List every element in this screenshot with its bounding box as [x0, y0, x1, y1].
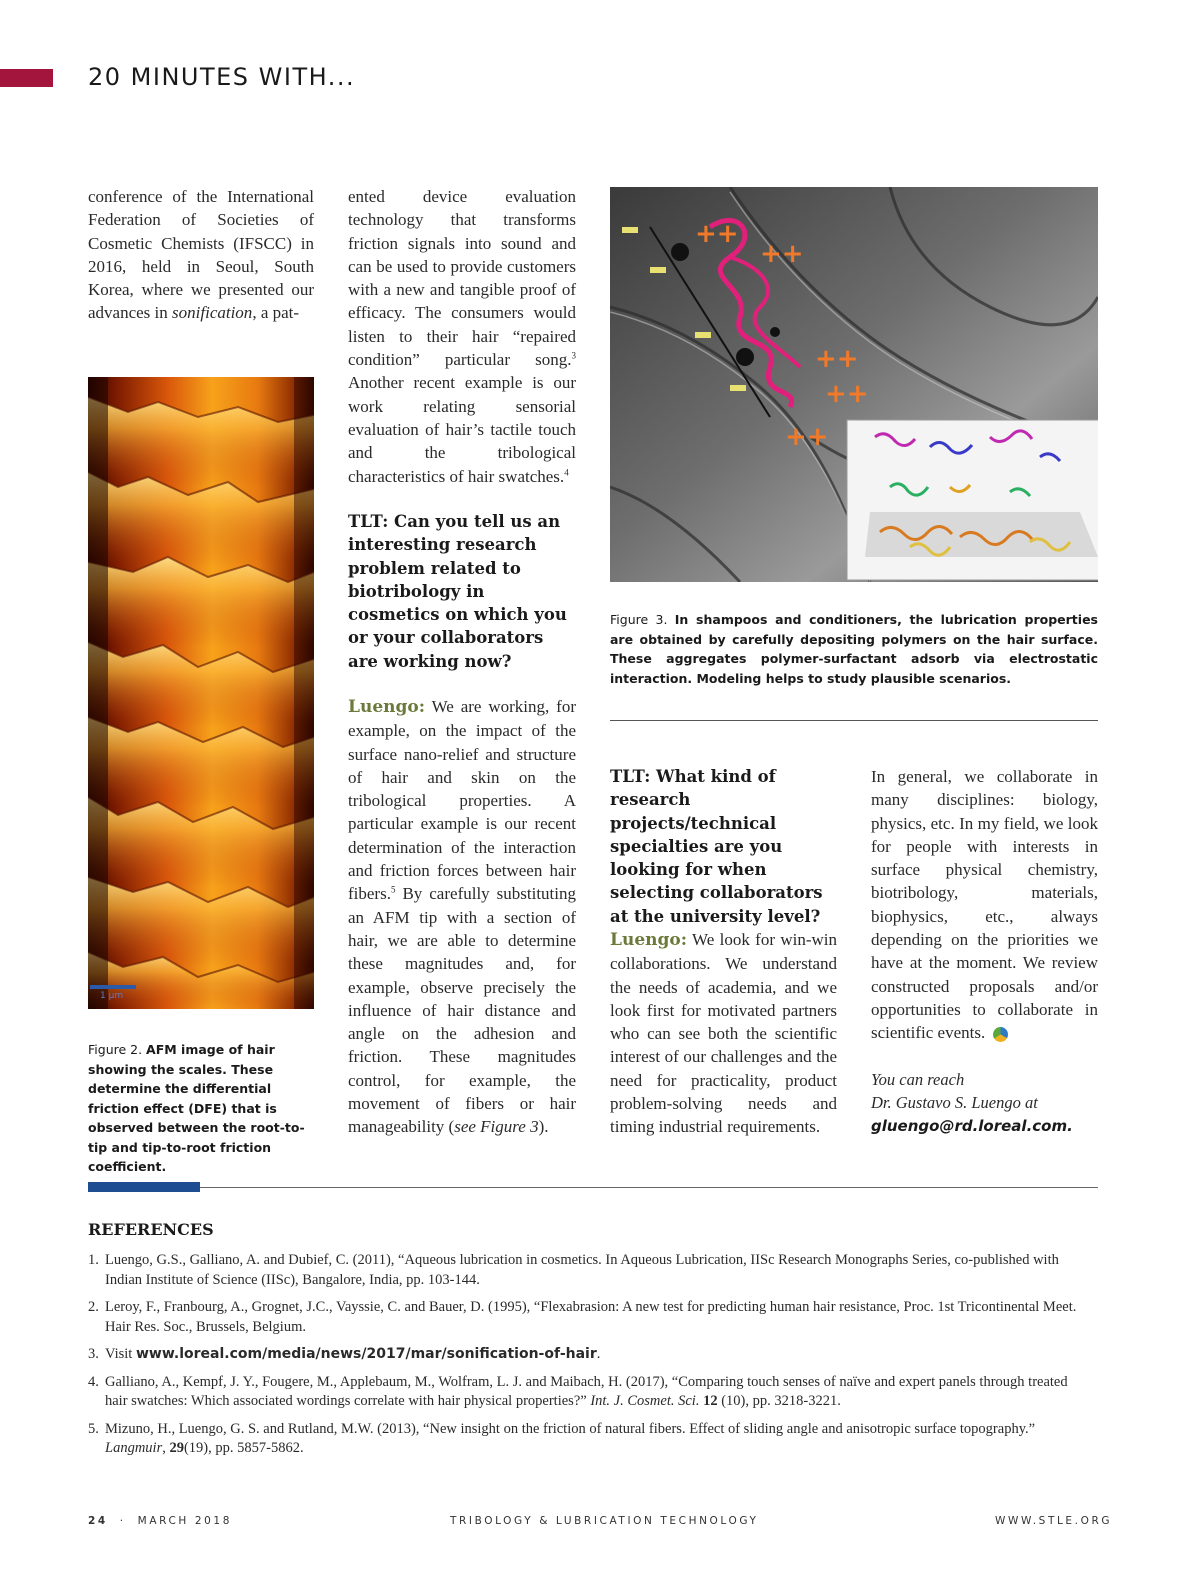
reference-link[interactable]: www.loreal.com/media/news/2017/mar/sonification-of-hair — [135, 1346, 597, 1362]
scale-bar-label: 1 µm — [100, 991, 124, 1001]
contact-email-link[interactable]: gluengo@rd.loreal.com. — [871, 1116, 1073, 1135]
svg-text:++: ++ — [825, 379, 869, 409]
column2-answer: Luengo: We are working, for example, on the impact of the surface nano-relief and structure of hair and skin on the tribological properties. A particular example is our recent determination of the interaction and friction forces between hair fibers.$^5$ By carefully substituting an AFM tip with a section of hair, we are able to determine these magnitudes and, for example, observe precisely the influence of hair distance and angle on the adhesion and friction. These magnitudes control, for example, the movement of fibers or hair manageability (see Figure 3). — [348, 697, 576, 1137]
reference-item: 2. Leroy, F., Franbourg, A., Grognet, J.C., Vayssie, C. and Bauer, D. (1995), “Flexabrasion: A new test for predicting human hair resistance, Proc. 1st Tricontinental Meet. Hair Res. Soc., Brussels, Belgium. — [88, 1299, 1077, 1335]
column2-paragraph1: ented device evaluation technology that transforms friction signals into sound and can be used to provide customers with a new and tangible proof of efficacy. The consumers would listen to their hair “repaired condition” particular song.$^3$ Another recent example is our work relating sensorial evaluation of hair’s tactile touch and the tribological characteristics of hair swatches.$^4$ — [348, 187, 576, 486]
interview-question-1: TLT: Can you tell us an interesting research problem related to biotribology in cosmetics on which you or your collaborators are working now? — [348, 512, 567, 671]
figure2-afm-image — [88, 377, 314, 1009]
figure2-caption: Figure 2. AFM image of hair showing the scales. These determine the differential friction effect (DFE) that is observed between the root-to-tip and tip-to-root friction coefficient. — [88, 1042, 305, 1174]
figure3-caption: Figure 3. In shampoos and conditioners, the lubrication properties are obtained by carefully depositing polymers on the hair surface. These aggregates polymer-surfactant adsorb via electrostatic interaction. Modeling helps to study plausible scenarios. — [610, 612, 1098, 686]
speaker-label: Luengo: — [348, 697, 425, 717]
column3-answer: Luengo: We look for win-win collaborations. We understand the needs of academia, and we look first for motivated partners who can see both the scientific interest of our challenges and the need for practicality, product problem-solving needs and timing industrial requirements. — [610, 930, 837, 1137]
magazine-name: TRIBOLOGY & LUBRICATION TECHNOLOGY — [450, 1515, 759, 1527]
references-heading: REFERENCES — [88, 1220, 214, 1239]
contact-line2: Dr. Gustavo S. Luengo at — [871, 1093, 1038, 1113]
section-title: 20 MINUTES WITH... — [88, 63, 356, 91]
references-list — [88, 1251, 1078, 1467]
hair-surface-polymer-image — [610, 187, 1098, 582]
footer-left — [88, 1515, 232, 1527]
reference-item: 1. Luengo, G.S., Galliano, A. and Dubief, C. (2011), “Aqueous lubrication in cosmetics. In Aqueous Lubrication, IISc Research Monographs Series, co-published with Indian Institute of Science (IISc), Bangalore, India, pp. 103-144. — [88, 1252, 1059, 1288]
contact-line1: You can reach — [871, 1070, 965, 1089]
figure3-hair-surface-image — [610, 187, 1098, 582]
contact-block — [871, 1068, 1098, 1138]
reference-item: 4. Galliano, A., Kempf, J. Y., Fougere, M., Applebaum, M., Wolfram, L. J. and Maibach, H. (2017), “Comparing touch senses of naïve and expert panels through treated hair swatches: Which associated wordings correlate with hair physical properties?” Int. J. Cosmet. Sci. 12 (10), pp. 3218-3221. — [88, 1373, 1068, 1409]
footer-separator: · — [119, 1515, 126, 1527]
afm-hair-scales-image — [88, 377, 314, 1009]
reference-item: 5. Mizuno, H., Luengo, G. S. and Rutland, M.W. (2013), “New insight on the friction of natural fibers. Effect of sliding angle and anisotropic surface topography.” Langmuir, 29(19), pp. 5857-5862. — [88, 1420, 1036, 1456]
svg-text:++: ++ — [815, 344, 859, 374]
reference-item: 3. Visit www.loreal.com/media/news/2017/mar/sonification-of-hair. — [88, 1346, 601, 1362]
header-accent-bar — [0, 69, 53, 87]
end-mark-icon — [993, 1027, 1008, 1042]
svg-text:++: ++ — [760, 239, 804, 269]
scale-bar — [90, 985, 136, 989]
svg-text:++: ++ — [785, 422, 829, 452]
column1-intro: conference of the International Federation of Societies of Cosmetic Chemists (IFSCC) in 2016, held in Seoul, South Korea, where we presented our advances in sonification, a pat- — [88, 187, 314, 323]
figure3-divider — [610, 720, 1098, 721]
speaker-label: Luengo: — [610, 930, 687, 950]
references-divider — [88, 1187, 1098, 1188]
interview-question-2: TLT: What kind of research projects/technical specialties are you looking for when selecting collaborators at the university level? — [610, 767, 823, 926]
references-accent-bar — [88, 1182, 200, 1192]
website-link[interactable]: WWW.STLE.ORG — [995, 1515, 1113, 1527]
svg-text:++: ++ — [695, 219, 739, 249]
column4-paragraph: In general, we collaborate in many disciplines: biology, physics, etc. In my field, we look for people with interests in surface physical chemistry, biotribology, materials, biophysics, etc., always depending on the priorities we have at the moment. We review constructed proposals and/or opportunities to collaborate in scientific events. — [871, 767, 1098, 1043]
issue-date: MARCH 2018 — [137, 1515, 232, 1527]
page-number: 24 — [88, 1515, 108, 1527]
